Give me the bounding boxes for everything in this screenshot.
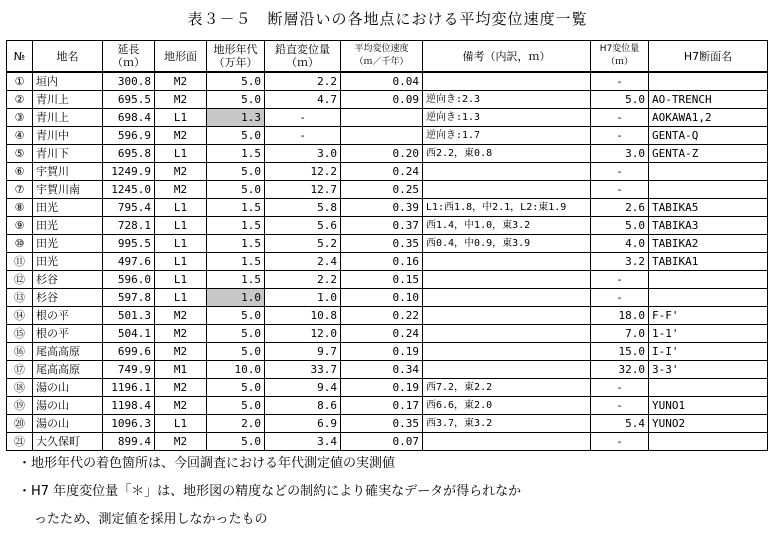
cell-no: ① — [7, 72, 33, 91]
cell-name: 尾高高原 — [33, 361, 103, 379]
cell-h7-displacement: 5.0 — [591, 217, 649, 235]
cell-no: ⑦ — [7, 181, 33, 199]
cell-remarks — [423, 253, 591, 271]
footnote-1: ・地形年代の着色箇所は、今回調査における年代測定値の実測値 — [18, 456, 396, 471]
cell-vertical-displacement: 5.6 — [265, 217, 341, 235]
cell-length: 596.9 — [103, 127, 155, 145]
cell-age: 5.0 — [207, 325, 265, 343]
cell-rate: 0.09 — [341, 91, 423, 109]
table-row — [7, 397, 768, 415]
table-row — [7, 127, 768, 145]
table-row — [7, 271, 768, 289]
cell-rate — [341, 127, 423, 145]
cell-h7-section — [649, 72, 768, 91]
cell-name: 根の平 — [33, 307, 103, 325]
cell-no: ⑰ — [7, 361, 33, 379]
cell-age: 5.0 — [207, 343, 265, 361]
cell-length: 596.0 — [103, 271, 155, 289]
cell-rate: 0.19 — [341, 343, 423, 361]
cell-length: 698.4 — [103, 109, 155, 127]
cell-name: 宇賀川 — [33, 163, 103, 181]
cell-name: 杉谷 — [33, 271, 103, 289]
cell-age: 5.0 — [207, 181, 265, 199]
table-row — [7, 199, 768, 217]
table-row — [7, 307, 768, 325]
cell-length: 1249.9 — [103, 163, 155, 181]
footnote-2-continued: ったため、測定値を採用しなかったもの — [34, 512, 268, 527]
cell-rate — [341, 109, 423, 127]
cell-vertical-displacement: 10.8 — [265, 307, 341, 325]
cell-terrain: M2 — [155, 91, 207, 109]
cell-no: ⑩ — [7, 235, 33, 253]
cell-vertical-displacement: 9.7 — [265, 343, 341, 361]
cell-length: 899.4 — [103, 433, 155, 451]
cell-age: 5.0 — [207, 307, 265, 325]
cell-rate: 0.07 — [341, 433, 423, 451]
cell-rate: 0.37 — [341, 217, 423, 235]
cell-terrain: L1 — [155, 109, 207, 127]
cell-age: 2.0 — [207, 415, 265, 433]
cell-h7-displacement: 15.0 — [591, 343, 649, 361]
cell-terrain: L1 — [155, 145, 207, 163]
cell-vertical-displacement: 3.0 — [265, 145, 341, 163]
cell-name: 湯の山 — [33, 397, 103, 415]
cell-remarks — [423, 325, 591, 343]
cell-remarks: 逆向き:2.3 — [423, 91, 591, 109]
cell-vertical-displacement: 4.7 — [265, 91, 341, 109]
cell-no: ⑯ — [7, 343, 33, 361]
cell-rate: 0.35 — [341, 415, 423, 433]
cell-rate: 0.22 — [341, 307, 423, 325]
cell-age: 1.3 — [207, 109, 265, 127]
cell-no: ⑥ — [7, 163, 33, 181]
cell-no: ㉑ — [7, 433, 33, 451]
cell-length: 501.3 — [103, 307, 155, 325]
cell-vertical-displacement: - — [265, 127, 341, 145]
cell-no: ⑭ — [7, 307, 33, 325]
cell-h7-section — [649, 181, 768, 199]
cell-age: 1.5 — [207, 235, 265, 253]
cell-rate: 0.19 — [341, 379, 423, 397]
cell-rate: 0.34 — [341, 361, 423, 379]
cell-h7-displacement: - — [591, 397, 649, 415]
cell-remarks: 逆向き:1.7 — [423, 127, 591, 145]
cell-h7-displacement: - — [591, 72, 649, 91]
footnote-2: ・H7 年度変位量「＊」は、地形図の精度などの制約により確実なデータが得られなか — [18, 484, 522, 499]
cell-terrain: L1 — [155, 217, 207, 235]
table-row — [7, 361, 768, 379]
cell-remarks — [423, 307, 591, 325]
cell-terrain: L1 — [155, 289, 207, 307]
cell-h7-displacement: 3.2 — [591, 253, 649, 271]
cell-no: ⑲ — [7, 397, 33, 415]
cell-h7-section: 3-3' — [649, 361, 768, 379]
cell-terrain: M2 — [155, 325, 207, 343]
table-row — [7, 91, 768, 109]
cell-rate: 0.35 — [341, 235, 423, 253]
cell-name: 田光 — [33, 199, 103, 217]
table-row — [7, 253, 768, 271]
cell-length: 749.9 — [103, 361, 155, 379]
cell-h7-section: 1-1' — [649, 325, 768, 343]
cell-h7-section — [649, 271, 768, 289]
cell-name: 田光 — [33, 253, 103, 271]
cell-vertical-displacement: 12.2 — [265, 163, 341, 181]
cell-terrain: L1 — [155, 253, 207, 271]
cell-age: 5.0 — [207, 433, 265, 451]
cell-length: 795.4 — [103, 199, 155, 217]
cell-h7-section: F-F' — [649, 307, 768, 325]
table-row — [7, 181, 768, 199]
cell-name: 青川上 — [33, 109, 103, 127]
cell-rate: 0.24 — [341, 325, 423, 343]
cell-vertical-displacement: 5.8 — [265, 199, 341, 217]
cell-name: 垣内 — [33, 72, 103, 91]
table-row — [7, 217, 768, 235]
header-length: 延長 （ｍ） — [103, 41, 155, 73]
cell-vertical-displacement: 2.2 — [265, 271, 341, 289]
cell-terrain: M2 — [155, 163, 207, 181]
cell-h7-section: TABIKA5 — [649, 199, 768, 217]
cell-length: 504.1 — [103, 325, 155, 343]
cell-name: 青川上 — [33, 91, 103, 109]
cell-h7-section: TABIKA3 — [649, 217, 768, 235]
cell-h7-section: AOKAWA1,2 — [649, 109, 768, 127]
cell-no: ⑳ — [7, 415, 33, 433]
cell-remarks: 西3.7，東3.2 — [423, 415, 591, 433]
cell-name: 根の平 — [33, 325, 103, 343]
cell-terrain: M2 — [155, 72, 207, 91]
cell-vertical-displacement: 2.4 — [265, 253, 341, 271]
cell-h7-displacement: - — [591, 379, 649, 397]
cell-remarks — [423, 72, 591, 91]
header-no: № — [7, 41, 33, 73]
cell-no: ③ — [7, 109, 33, 127]
cell-h7-displacement: 18.0 — [591, 307, 649, 325]
cell-name: 青川中 — [33, 127, 103, 145]
table-row — [7, 163, 768, 181]
cell-vertical-displacement: 8.6 — [265, 397, 341, 415]
cell-remarks — [423, 343, 591, 361]
cell-h7-section: AO-TRENCH — [649, 91, 768, 109]
cell-rate: 0.16 — [341, 253, 423, 271]
cell-no: ⑧ — [7, 199, 33, 217]
cell-rate: 0.17 — [341, 397, 423, 415]
cell-no: ⑫ — [7, 271, 33, 289]
cell-name: 湯の山 — [33, 415, 103, 433]
cell-length: 699.6 — [103, 343, 155, 361]
cell-length: 1198.4 — [103, 397, 155, 415]
cell-no: ⑨ — [7, 217, 33, 235]
footnotes — [18, 450, 768, 534]
page-title: 表３－５ 断層沿いの各地点における平均変位速度一覧 — [187, 10, 588, 28]
table-body — [7, 72, 768, 451]
cell-remarks — [423, 289, 591, 307]
cell-name: 湯の山 — [33, 379, 103, 397]
table-row — [7, 415, 768, 433]
cell-h7-displacement: 5.4 — [591, 415, 649, 433]
cell-rate: 0.10 — [341, 289, 423, 307]
cell-remarks: 逆向き:1.3 — [423, 109, 591, 127]
cell-terrain: M2 — [155, 343, 207, 361]
cell-no: ⑤ — [7, 145, 33, 163]
header-h7-section: H7断面名 — [649, 41, 768, 73]
cell-h7-displacement: 2.6 — [591, 199, 649, 217]
cell-terrain: M2 — [155, 397, 207, 415]
cell-length: 728.1 — [103, 217, 155, 235]
cell-rate: 0.20 — [341, 145, 423, 163]
cell-vertical-displacement: 12.0 — [265, 325, 341, 343]
cell-h7-displacement: 5.0 — [591, 91, 649, 109]
header-remarks: 備考（内訳，ｍ） — [423, 41, 591, 73]
cell-name: 宇賀川南 — [33, 181, 103, 199]
cell-terrain: M1 — [155, 361, 207, 379]
cell-remarks: 西0.4，中0.9，東3.9 — [423, 235, 591, 253]
cell-no: ② — [7, 91, 33, 109]
cell-h7-section: GENTA-Z — [649, 145, 768, 163]
cell-h7-section — [649, 379, 768, 397]
table-row — [7, 379, 768, 397]
cell-remarks — [423, 433, 591, 451]
header-age: 地形年代 （万年） — [207, 41, 265, 73]
cell-length: 695.8 — [103, 145, 155, 163]
cell-remarks — [423, 181, 591, 199]
header-name: 地名 — [33, 41, 103, 73]
cell-h7-displacement: - — [591, 181, 649, 199]
table-row — [7, 343, 768, 361]
cell-vertical-displacement: 9.4 — [265, 379, 341, 397]
cell-h7-section: TABIKA2 — [649, 235, 768, 253]
cell-age: 5.0 — [207, 127, 265, 145]
cell-age: 1.5 — [207, 271, 265, 289]
cell-h7-displacement: 3.0 — [591, 145, 649, 163]
header-vertical-displacement: 鉛直変位量 （ｍ） — [265, 41, 341, 73]
cell-length: 597.8 — [103, 289, 155, 307]
cell-h7-section: YUNO2 — [649, 415, 768, 433]
cell-remarks: 西7.2，東2.2 — [423, 379, 591, 397]
cell-terrain: M2 — [155, 127, 207, 145]
cell-no: ⑱ — [7, 379, 33, 397]
cell-terrain: L1 — [155, 235, 207, 253]
cell-h7-section: GENTA-Q — [649, 127, 768, 145]
cell-no: ⑬ — [7, 289, 33, 307]
cell-name: 大久保町 — [33, 433, 103, 451]
cell-h7-section — [649, 433, 768, 451]
cell-terrain: M2 — [155, 433, 207, 451]
cell-h7-displacement: - — [591, 271, 649, 289]
cell-no: ⑮ — [7, 325, 33, 343]
cell-length: 497.6 — [103, 253, 155, 271]
table-header-row — [7, 41, 768, 73]
cell-terrain: M2 — [155, 307, 207, 325]
cell-vertical-displacement: 5.2 — [265, 235, 341, 253]
cell-age: 1.5 — [207, 199, 265, 217]
cell-age: 1.0 — [207, 289, 265, 307]
cell-name: 杉谷 — [33, 289, 103, 307]
cell-h7-displacement: - — [591, 109, 649, 127]
cell-vertical-displacement: 12.7 — [265, 181, 341, 199]
cell-remarks — [423, 163, 591, 181]
cell-age: 10.0 — [207, 361, 265, 379]
cell-age: 5.0 — [207, 379, 265, 397]
cell-h7-displacement: 32.0 — [591, 361, 649, 379]
cell-length: 1196.1 — [103, 379, 155, 397]
cell-h7-section — [649, 289, 768, 307]
fault-displacement-table — [6, 40, 768, 451]
cell-age: 1.5 — [207, 217, 265, 235]
cell-remarks: 西2.2，東0.8 — [423, 145, 591, 163]
cell-vertical-displacement: - — [265, 109, 341, 127]
cell-age: 5.0 — [207, 397, 265, 415]
cell-rate: 0.24 — [341, 163, 423, 181]
cell-rate: 0.39 — [341, 199, 423, 217]
cell-remarks — [423, 361, 591, 379]
cell-no: ④ — [7, 127, 33, 145]
cell-h7-displacement: 7.0 — [591, 325, 649, 343]
cell-remarks: 西6.6，東2.0 — [423, 397, 591, 415]
cell-vertical-displacement: 1.0 — [265, 289, 341, 307]
cell-terrain: L1 — [155, 199, 207, 217]
table-row — [7, 145, 768, 163]
cell-length: 300.8 — [103, 72, 155, 91]
header-terrain: 地形面 — [155, 41, 207, 73]
cell-terrain: M2 — [155, 379, 207, 397]
cell-terrain: L1 — [155, 271, 207, 289]
table-row — [7, 289, 768, 307]
cell-age: 5.0 — [207, 72, 265, 91]
table-row — [7, 235, 768, 253]
cell-h7-displacement: 4.0 — [591, 235, 649, 253]
cell-h7-section: YUNO1 — [649, 397, 768, 415]
cell-rate: 0.04 — [341, 72, 423, 91]
cell-vertical-displacement: 6.9 — [265, 415, 341, 433]
cell-vertical-displacement: 33.7 — [265, 361, 341, 379]
cell-h7-section: I-I' — [649, 343, 768, 361]
cell-age: 5.0 — [207, 91, 265, 109]
cell-terrain: L1 — [155, 415, 207, 433]
cell-rate: 0.15 — [341, 271, 423, 289]
header-rate: 平均変位速度 （ｍ／千年） — [341, 41, 423, 73]
cell-remarks: L1:西1.8，中2.1，L2:東1.9 — [423, 199, 591, 217]
cell-no: ⑪ — [7, 253, 33, 271]
cell-age: 5.0 — [207, 163, 265, 181]
cell-vertical-displacement: 3.4 — [265, 433, 341, 451]
cell-remarks: 西1.4，中1.0，東3.2 — [423, 217, 591, 235]
cell-h7-displacement: - — [591, 127, 649, 145]
cell-h7-displacement: - — [591, 289, 649, 307]
cell-length: 1096.3 — [103, 415, 155, 433]
cell-terrain: M2 — [155, 181, 207, 199]
cell-length: 995.5 — [103, 235, 155, 253]
table-row — [7, 325, 768, 343]
cell-h7-displacement: - — [591, 433, 649, 451]
cell-name: 青川下 — [33, 145, 103, 163]
cell-h7-section — [649, 163, 768, 181]
cell-h7-displacement: - — [591, 163, 649, 181]
cell-age: 1.5 — [207, 145, 265, 163]
cell-name: 尾高高原 — [33, 343, 103, 361]
cell-length: 695.5 — [103, 91, 155, 109]
cell-vertical-displacement: 2.2 — [265, 72, 341, 91]
cell-length: 1245.0 — [103, 181, 155, 199]
table-row — [7, 109, 768, 127]
header-h7-displacement: H7変位量 （ｍ） — [591, 41, 649, 73]
cell-age: 1.5 — [207, 253, 265, 271]
cell-name: 田光 — [33, 235, 103, 253]
cell-rate: 0.25 — [341, 181, 423, 199]
cell-h7-section: TABIKA1 — [649, 253, 768, 271]
table-row — [7, 72, 768, 91]
cell-remarks — [423, 271, 591, 289]
cell-name: 田光 — [33, 217, 103, 235]
table-row — [7, 433, 768, 451]
